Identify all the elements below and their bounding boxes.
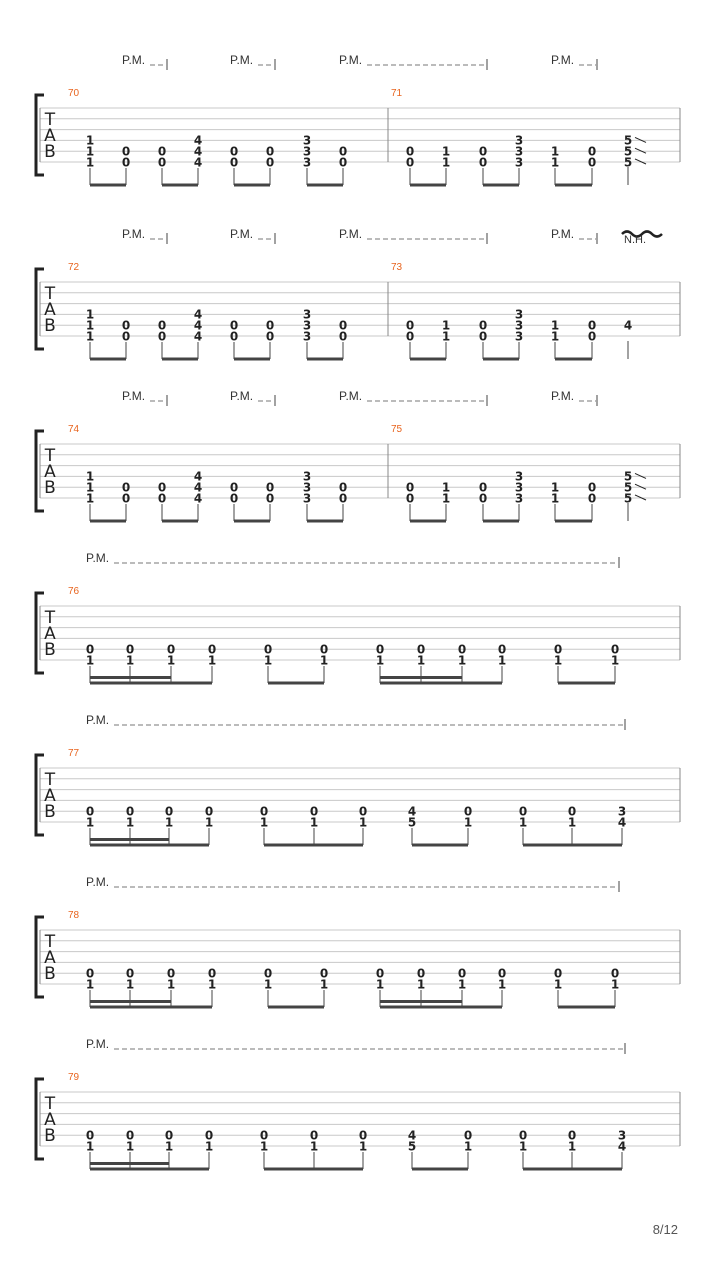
fret-number: 0 <box>587 491 597 506</box>
measure-number: 78 <box>68 910 80 921</box>
tab-system <box>36 713 680 847</box>
fret-number: 1 <box>553 977 563 992</box>
fret-number: 0 <box>229 318 239 333</box>
fret-number: 0 <box>121 480 131 495</box>
fret-number: 0 <box>338 480 348 495</box>
tab-clef-letter: A <box>44 1110 56 1130</box>
fret-number: 1 <box>166 977 176 992</box>
beam <box>483 358 519 361</box>
fret-number: 0 <box>358 804 368 819</box>
fret-number: 0 <box>497 966 507 981</box>
fret-number: 1 <box>164 1139 174 1154</box>
fret-number: 5 <box>623 144 633 159</box>
fret-number: 1 <box>441 329 451 344</box>
beam <box>90 520 126 523</box>
fret-number: 1 <box>463 815 473 830</box>
secondary-beam <box>90 676 171 679</box>
fret-number: 0 <box>587 155 597 170</box>
fret-number: 3 <box>302 133 312 148</box>
beam <box>555 520 592 523</box>
beam <box>90 1006 212 1009</box>
fret-number: 1 <box>309 1139 319 1154</box>
beam <box>523 1168 622 1171</box>
fret-number: 3 <box>302 329 312 344</box>
palm-mute-label: P.M. <box>551 389 575 403</box>
fret-number: 1 <box>567 815 577 830</box>
fret-number: 3 <box>302 307 312 322</box>
fret-number: 1 <box>263 977 273 992</box>
fret-number: 0 <box>125 966 135 981</box>
beam <box>90 682 212 685</box>
fret-number: 0 <box>553 966 563 981</box>
fret-number: 3 <box>514 155 524 170</box>
secondary-beam <box>90 838 169 841</box>
secondary-beam <box>380 676 462 679</box>
palm-mute-label: P.M. <box>86 551 110 565</box>
fret-number: 1 <box>497 653 507 668</box>
beam <box>162 184 198 187</box>
fret-number: 1 <box>85 977 95 992</box>
tab-clef-letter: B <box>44 142 56 162</box>
fret-number: 0 <box>265 329 275 344</box>
fret-number: 1 <box>375 653 385 668</box>
measure-number: 77 <box>68 748 80 759</box>
tab-clef-letter: A <box>44 300 56 320</box>
beam <box>412 844 468 847</box>
beam <box>268 682 324 685</box>
fret-number: 1 <box>85 133 95 148</box>
fret-number: 3 <box>514 133 524 148</box>
fret-number: 0 <box>157 491 167 506</box>
palm-mute-label: P.M. <box>230 53 254 67</box>
tab-clef-letter: T <box>44 284 56 304</box>
fret-number: 1 <box>441 318 451 333</box>
fret-number: 1 <box>358 815 368 830</box>
secondary-beam <box>90 1000 171 1003</box>
fret-number: 1 <box>518 815 528 830</box>
tab-clef-letter: T <box>44 932 56 952</box>
fret-number: 0 <box>157 144 167 159</box>
beam <box>90 844 209 847</box>
page-number-text: 8/12 <box>652 1222 678 1237</box>
fret-number: 0 <box>259 804 269 819</box>
tab-clef-letter: B <box>44 640 56 660</box>
tab-clef-letter: B <box>44 1126 56 1146</box>
fret-number: 1 <box>441 491 451 506</box>
beam <box>264 844 363 847</box>
fret-number: 4 <box>193 133 203 148</box>
fret-number: 0 <box>157 480 167 495</box>
fret-number: 0 <box>405 491 415 506</box>
beam <box>162 358 198 361</box>
fret-number: 0 <box>478 329 488 344</box>
fret-number: 0 <box>121 318 131 333</box>
fret-number: 0 <box>567 804 577 819</box>
fret-number: 4 <box>193 329 203 344</box>
fret-number: 1 <box>550 491 560 506</box>
fret-number: 4 <box>193 480 203 495</box>
fret-number: 1 <box>610 977 620 992</box>
fret-number: 3 <box>302 491 312 506</box>
fret-number: 1 <box>166 653 176 668</box>
palm-mute-label: P.M. <box>86 713 110 727</box>
fret-number: 0 <box>125 804 135 819</box>
fret-number: 0 <box>121 155 131 170</box>
beam <box>412 1168 468 1171</box>
fret-number: 1 <box>309 815 319 830</box>
fret-number: 1 <box>85 144 95 159</box>
fret-number: 3 <box>514 491 524 506</box>
fret-number: 0 <box>207 966 217 981</box>
fret-number: 0 <box>166 966 176 981</box>
fret-number: 1 <box>259 815 269 830</box>
fret-number: 0 <box>405 144 415 159</box>
fret-number: 1 <box>567 1139 577 1154</box>
fret-number: 0 <box>229 480 239 495</box>
fret-number: 1 <box>553 653 563 668</box>
fret-number: 3 <box>302 144 312 159</box>
fret-number: 0 <box>121 144 131 159</box>
tab-clef-letter: A <box>44 948 56 968</box>
fret-number: 3 <box>514 329 524 344</box>
fret-number: 0 <box>553 642 563 657</box>
fret-number: 4 <box>407 1128 417 1143</box>
fret-number: 5 <box>623 133 633 148</box>
fret-number: 1 <box>85 155 95 170</box>
fret-number: 0 <box>121 329 131 344</box>
fret-number: 1 <box>85 307 95 322</box>
fret-number: 1 <box>497 977 507 992</box>
fret-number: 0 <box>375 966 385 981</box>
fret-number: 0 <box>478 144 488 159</box>
fret-number: 0 <box>265 318 275 333</box>
fret-number: 1 <box>416 977 426 992</box>
natural-harmonic-label: N.H. <box>624 234 646 246</box>
measure-number: 72 <box>68 262 80 273</box>
palm-mute-label: P.M. <box>551 227 575 241</box>
fret-number: 5 <box>623 469 633 484</box>
fret-number: 1 <box>319 977 329 992</box>
beam <box>307 184 343 187</box>
fret-number: 0 <box>338 491 348 506</box>
fret-number: 0 <box>338 155 348 170</box>
fret-number: 0 <box>259 1128 269 1143</box>
measure-number: 73 <box>391 262 403 273</box>
fret-number: 1 <box>207 653 217 668</box>
fret-number: 5 <box>623 480 633 495</box>
fret-number: 0 <box>229 155 239 170</box>
fret-number: 0 <box>478 155 488 170</box>
fret-number: 0 <box>457 966 467 981</box>
tab-clef-letter: B <box>44 802 56 822</box>
fret-number: 0 <box>164 804 174 819</box>
fret-number: 0 <box>358 1128 368 1143</box>
fret-number: 1 <box>125 977 135 992</box>
fret-number: 1 <box>125 1139 135 1154</box>
fret-number: 5 <box>623 155 633 170</box>
fret-number: 0 <box>416 642 426 657</box>
fret-number: 0 <box>207 642 217 657</box>
fret-number: 3 <box>514 469 524 484</box>
fret-number: 3 <box>302 480 312 495</box>
fret-number: 3 <box>514 307 524 322</box>
measure-number: 79 <box>68 1072 80 1083</box>
fret-number: 0 <box>85 1128 95 1143</box>
fret-number: 1 <box>263 653 273 668</box>
beam <box>558 682 615 685</box>
fret-number: 0 <box>497 642 507 657</box>
fret-number: 0 <box>518 1128 528 1143</box>
fret-number: 0 <box>265 491 275 506</box>
fret-number: 1 <box>416 653 426 668</box>
measure-number: 70 <box>68 88 80 99</box>
fret-number: 4 <box>407 804 417 819</box>
fret-number: 1 <box>85 329 95 344</box>
tab-clef-letter: T <box>44 110 56 130</box>
fret-number: 1 <box>518 1139 528 1154</box>
fret-number: 0 <box>229 491 239 506</box>
beam <box>90 184 126 187</box>
palm-mute-label: P.M. <box>339 53 363 67</box>
fret-number: 0 <box>338 144 348 159</box>
fret-number: 1 <box>204 815 214 830</box>
tab-clef-letter: B <box>44 478 56 498</box>
tab-system <box>36 389 680 523</box>
beam <box>380 1006 502 1009</box>
palm-mute-label: P.M. <box>339 389 363 403</box>
fret-number: 1 <box>550 480 560 495</box>
fret-number: 0 <box>478 318 488 333</box>
fret-number: 3 <box>302 469 312 484</box>
beam <box>307 520 343 523</box>
tab-clef-letter: A <box>44 126 56 146</box>
tab-clef-letter: A <box>44 624 56 644</box>
fret-number: 1 <box>85 653 95 668</box>
secondary-beam <box>90 1162 169 1165</box>
palm-mute-label: P.M. <box>122 53 146 67</box>
fret-number: 0 <box>85 804 95 819</box>
fret-number: 1 <box>610 653 620 668</box>
fret-number: 1 <box>457 653 467 668</box>
beam <box>264 1168 363 1171</box>
tab-clef-letter: A <box>44 462 56 482</box>
fret-number: 3 <box>302 318 312 333</box>
palm-mute-label: P.M. <box>230 389 254 403</box>
fret-number: 0 <box>309 1128 319 1143</box>
tab-clef-letter: T <box>44 608 56 628</box>
fret-number: 0 <box>157 318 167 333</box>
fret-number: 4 <box>193 155 203 170</box>
tab-clef-letter: B <box>44 964 56 984</box>
fret-number: 1 <box>457 977 467 992</box>
fret-number: 0 <box>204 804 214 819</box>
beam <box>307 358 343 361</box>
fret-number: 0 <box>463 1128 473 1143</box>
secondary-beam <box>380 1000 462 1003</box>
fret-number: 4 <box>617 1139 627 1154</box>
fret-number: 0 <box>265 144 275 159</box>
beam <box>234 184 270 187</box>
fret-number: 0 <box>121 491 131 506</box>
fret-number: 1 <box>550 329 560 344</box>
fret-number: 0 <box>263 966 273 981</box>
fret-number: 1 <box>441 480 451 495</box>
fret-number: 0 <box>405 329 415 344</box>
fret-number: 0 <box>405 155 415 170</box>
fret-number: 1 <box>441 144 451 159</box>
fret-number: 1 <box>319 653 329 668</box>
fret-number: 1 <box>85 491 95 506</box>
fret-number: 0 <box>338 318 348 333</box>
beam <box>234 520 270 523</box>
fret-number: 0 <box>610 642 620 657</box>
fret-number: 1 <box>85 318 95 333</box>
fret-number: 0 <box>405 480 415 495</box>
fret-number: 4 <box>617 815 627 830</box>
tab-system <box>36 551 680 685</box>
fret-number: 3 <box>617 804 627 819</box>
beam <box>483 520 519 523</box>
measure-number: 76 <box>68 586 80 597</box>
fret-number: 3 <box>514 480 524 495</box>
fret-number: 0 <box>204 1128 214 1143</box>
fret-number: 1 <box>550 144 560 159</box>
fret-number: 0 <box>263 642 273 657</box>
fret-number: 0 <box>229 144 239 159</box>
fret-number: 0 <box>338 329 348 344</box>
fret-number: 4 <box>193 491 203 506</box>
beam <box>90 1168 209 1171</box>
beam <box>483 184 519 187</box>
beam <box>380 682 502 685</box>
fret-number: 4 <box>623 318 633 333</box>
fret-number: 4 <box>193 469 203 484</box>
measure-number: 74 <box>68 424 80 435</box>
fret-number: 4 <box>193 318 203 333</box>
fret-number: 1 <box>204 1139 214 1154</box>
tab-system <box>36 875 680 1009</box>
tab-clef-letter: T <box>44 770 56 790</box>
fret-number: 0 <box>518 804 528 819</box>
fret-number: 0 <box>164 1128 174 1143</box>
fret-number: 5 <box>407 1139 417 1154</box>
fret-number: 0 <box>265 155 275 170</box>
fret-number: 1 <box>85 480 95 495</box>
fret-number: 0 <box>463 804 473 819</box>
fret-number: 1 <box>463 1139 473 1154</box>
tab-system <box>36 53 680 187</box>
tab-clef-letter: T <box>44 1094 56 1114</box>
fret-number: 0 <box>567 1128 577 1143</box>
fret-number: 4 <box>193 307 203 322</box>
fret-number: 5 <box>623 491 633 506</box>
fret-number: 0 <box>85 966 95 981</box>
fret-number: 1 <box>358 1139 368 1154</box>
tab-system <box>36 227 680 361</box>
fret-number: 0 <box>405 318 415 333</box>
beam <box>410 520 446 523</box>
fret-number: 0 <box>478 491 488 506</box>
fret-number: 1 <box>85 815 95 830</box>
fret-number: 0 <box>610 966 620 981</box>
fret-number: 1 <box>550 155 560 170</box>
fret-number: 0 <box>125 642 135 657</box>
fret-number: 1 <box>125 815 135 830</box>
palm-mute-label: P.M. <box>551 53 575 67</box>
beam <box>523 844 622 847</box>
fret-number: 0 <box>157 329 167 344</box>
palm-mute-label: P.M. <box>122 227 146 241</box>
fret-number: 0 <box>587 318 597 333</box>
beam <box>558 1006 615 1009</box>
fret-number: 0 <box>309 804 319 819</box>
fret-number: 0 <box>125 1128 135 1143</box>
palm-mute-label: P.M. <box>339 227 363 241</box>
fret-number: 1 <box>125 653 135 668</box>
fret-number: 0 <box>416 966 426 981</box>
beam <box>162 520 198 523</box>
fret-number: 1 <box>375 977 385 992</box>
fret-number: 0 <box>457 642 467 657</box>
fret-number: 1 <box>85 469 95 484</box>
fret-number: 1 <box>259 1139 269 1154</box>
measure-number: 71 <box>391 88 403 99</box>
beam <box>410 184 446 187</box>
fret-number: 0 <box>166 642 176 657</box>
fret-number: 0 <box>85 642 95 657</box>
tab-clef-letter: A <box>44 786 56 806</box>
fret-number: 3 <box>617 1128 627 1143</box>
fret-number: 1 <box>85 1139 95 1154</box>
palm-mute-label: P.M. <box>122 389 146 403</box>
palm-mute-label: P.M. <box>230 227 254 241</box>
beam <box>268 1006 324 1009</box>
beam <box>234 358 270 361</box>
fret-number: 0 <box>375 642 385 657</box>
tab-system <box>36 1037 680 1171</box>
palm-mute-label: P.M. <box>86 875 110 889</box>
fret-number: 0 <box>265 480 275 495</box>
fret-number: 3 <box>302 155 312 170</box>
fret-number: 0 <box>587 144 597 159</box>
fret-number: 0 <box>319 966 329 981</box>
fret-number: 0 <box>587 329 597 344</box>
fret-number: 3 <box>514 144 524 159</box>
fret-number: 4 <box>193 144 203 159</box>
fret-number: 0 <box>157 155 167 170</box>
fret-number: 0 <box>587 480 597 495</box>
palm-mute-label: P.M. <box>86 1037 110 1051</box>
fret-number: 3 <box>514 318 524 333</box>
fret-number: 0 <box>229 329 239 344</box>
fret-number: 1 <box>441 155 451 170</box>
fret-number: 5 <box>407 815 417 830</box>
tab-clef-letter: T <box>44 446 56 466</box>
fret-number: 0 <box>478 480 488 495</box>
fret-number: 1 <box>164 815 174 830</box>
fret-number: 1 <box>550 318 560 333</box>
fret-number: 0 <box>319 642 329 657</box>
measure-number: 75 <box>391 424 403 435</box>
beam <box>90 358 126 361</box>
beam <box>555 184 592 187</box>
fret-number: 1 <box>207 977 217 992</box>
tab-clef-letter: B <box>44 316 56 336</box>
beam <box>555 358 592 361</box>
beam <box>410 358 446 361</box>
